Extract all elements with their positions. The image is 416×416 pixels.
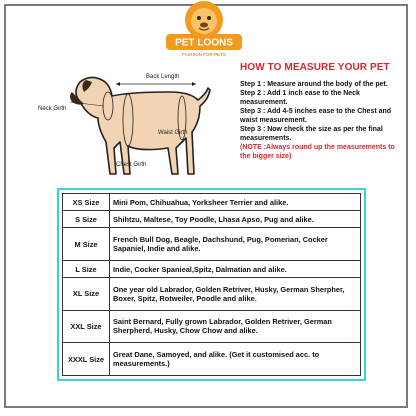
size-cell: L Size [63,260,110,277]
size-table [62,193,361,376]
size-cell: XS Size [63,194,110,211]
waist-girth-label: Waist Girth [158,130,188,136]
step-4: Step 3 : Now check the size as per the final measurements. [240,126,383,142]
breeds-cell: Great Dane, Samoyed, and alike. (Get it customised acc. to measurements.) [110,343,361,376]
size-cell: XL Size [63,278,110,311]
measurement-steps [240,80,405,161]
how-to-measure-title: HOW TO MEASURE YOUR PET [240,62,390,73]
table-row [63,194,361,211]
breeds-cell: Saint Bernard, Fully grown Labrador, Golden Retriver, German Sherpherd, Husky, Chow Chow and alike. [110,310,361,343]
size-cell: XXL Size [63,310,110,343]
brand-name: PET LOONS [175,37,233,49]
step-2: Step 2 : Add 1 inch ease to the Neck measurement. [240,90,360,106]
measurement-note: (NOTE :Always round up the measurements to the bigger size) [240,144,395,160]
table-row [63,211,361,228]
pet-loons-logo [152,0,256,60]
size-cell: XXXL Size [63,343,110,376]
brand-tagline: FASHION FOR PETS [182,52,226,57]
step-3: Step 3 : Add 4-5 inches ease to the Chest and waist measurement. [240,108,392,124]
dog-measurement-diagram [38,62,250,192]
step-1: Step 1 : Measure around the body of the pet. [240,81,388,88]
size-cell: M Size [63,228,110,261]
size-chart [57,188,366,381]
neck-girth-label: Neck Girth [38,106,67,112]
breeds-cell: One year old Labrador, Golden Retriver, Husky, German Sherpher, Boxer, Spitz, Rotweiler, Poodle and alike. [110,278,361,311]
table-row [63,260,361,277]
back-length-label: Back Length [146,74,180,80]
table-row [63,310,361,343]
breeds-cell: Indie, Cocker Spanieal,Spitz, Dalmatian and alike. [110,260,361,277]
table-row [63,343,361,376]
breeds-cell: French Bull Dog, Beagle, Dachshund, Pug, Pomerian, Cocker Sapaniel, Indie and alike. [110,228,361,261]
table-row [63,278,361,311]
size-cell: S Size [63,211,110,228]
breeds-cell: Mini Pom, Chihuahua, Yorksheer Terrier and alike. [110,194,361,211]
chest-girth-label: Chest Girth [116,162,147,168]
breeds-cell: Shihtzu, Maltese, Toy Poodle, Lhasa Apso, Pug and alike. [110,211,361,228]
table-row [63,228,361,261]
